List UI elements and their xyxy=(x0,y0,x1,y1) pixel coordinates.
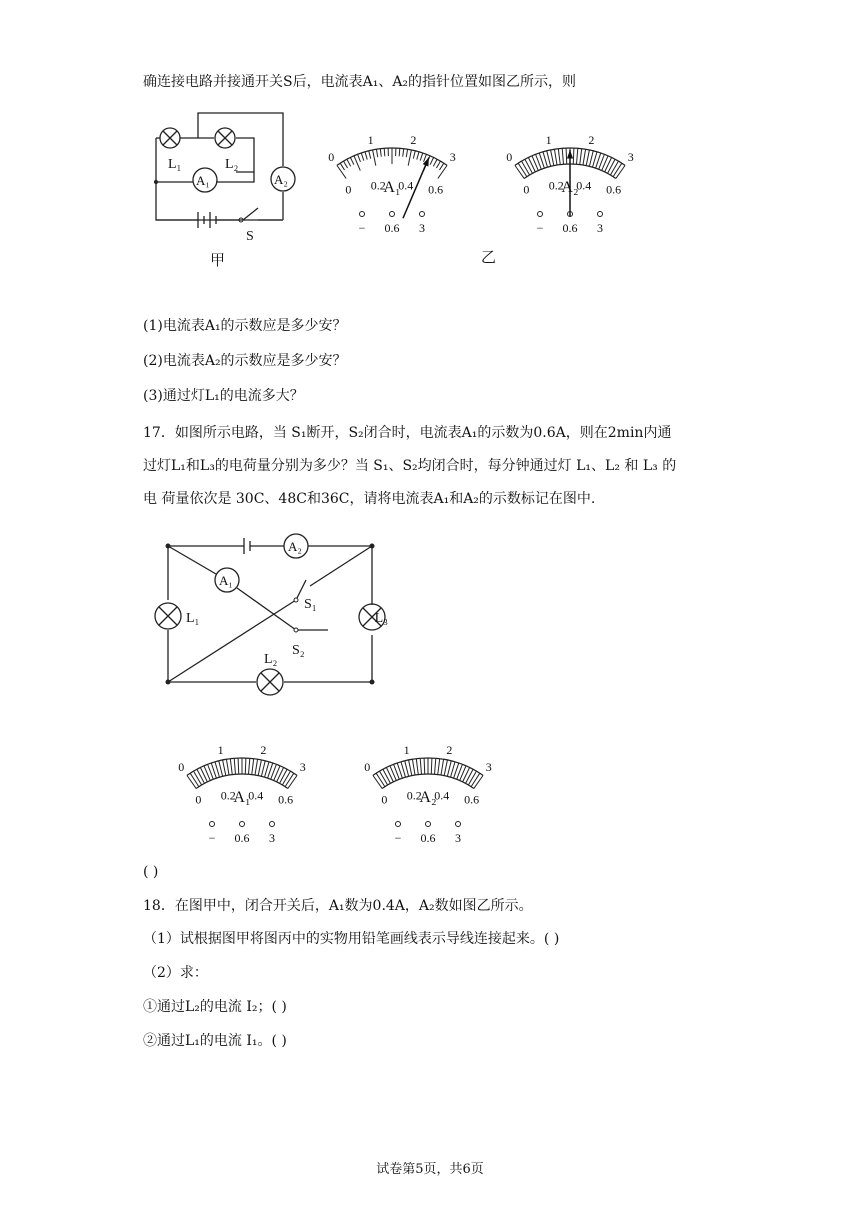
terminal-post xyxy=(210,822,215,827)
scale-arc-inner xyxy=(196,774,288,788)
scale-tick xyxy=(409,760,412,776)
scale-tick xyxy=(340,163,344,170)
q17-label-L2: L₂ xyxy=(264,652,278,667)
meter-label: A₁ xyxy=(383,179,401,196)
terminal-post xyxy=(598,212,603,217)
scale-tick xyxy=(430,157,433,164)
terminal-post xyxy=(426,822,431,827)
terminal-post xyxy=(270,822,275,827)
scale-tick xyxy=(347,159,351,166)
scale-tick xyxy=(350,157,353,164)
scale-tick xyxy=(580,149,582,165)
q16-q2: (2)电流表A₂的示数应是多少安？ xyxy=(143,353,347,369)
terminal-post xyxy=(456,822,461,827)
lower-tick-label: 0.4 xyxy=(248,788,264,803)
q18-line5: ②通过L₁的电流 I₁。( ) xyxy=(143,1033,287,1049)
upper-tick-label: 2 xyxy=(260,743,267,758)
scale-tick xyxy=(466,769,474,783)
scale-tick xyxy=(436,161,440,168)
lower-tick-label: 0.6 xyxy=(464,792,480,807)
scale-tick xyxy=(528,157,535,171)
upper-tick-label: 0 xyxy=(364,760,371,775)
meter-label: A₂ xyxy=(419,789,437,806)
terminal-label: 3 xyxy=(419,221,425,232)
needle-head xyxy=(567,150,573,158)
terminal-label: 0.6 xyxy=(562,221,578,235)
scale-tick xyxy=(610,161,618,175)
scale-tick xyxy=(577,148,578,164)
upper-tick-label: 3 xyxy=(449,150,456,165)
scale-tick xyxy=(249,758,250,774)
scale-tick xyxy=(616,165,625,178)
scale-tick xyxy=(373,775,382,788)
scale-tick xyxy=(399,148,400,156)
q16-q3: (3)通过灯L₁的电流多大？ xyxy=(143,388,304,404)
lower-tick-label: 0.2 xyxy=(406,788,422,803)
upper-tick-label: 1 xyxy=(545,133,552,148)
terminal-post xyxy=(538,212,543,217)
lower-tick-label: 0 xyxy=(345,182,352,197)
scale-tick xyxy=(413,151,415,159)
scale-tick xyxy=(583,149,586,165)
lower-tick-label: 0.2 xyxy=(548,178,564,193)
scale-tick xyxy=(471,773,480,786)
terminal-label: 3 xyxy=(597,221,603,235)
scale-tick xyxy=(558,149,560,165)
needle-head xyxy=(423,158,429,167)
q18-line2: （1）试根据图甲将图丙中的实物用铅笔画线表示导线连接起来。( ) xyxy=(143,931,560,947)
meter-yi-A1 xyxy=(300,112,485,232)
page-footer: 试卷第5页，共6页 xyxy=(376,1162,484,1177)
scale-tick xyxy=(518,163,527,176)
scale-tick xyxy=(416,759,418,775)
terminal-label: 3 xyxy=(269,831,275,845)
lower-tick-label: 0 xyxy=(523,182,530,197)
scale-tick xyxy=(383,769,391,783)
circuit-jia xyxy=(148,108,298,278)
scale-tick xyxy=(234,758,235,774)
terminal-label: − xyxy=(358,221,366,232)
lower-tick-label: 0 xyxy=(195,792,202,807)
scale-tick xyxy=(438,759,440,775)
scale-tick xyxy=(223,760,226,776)
scale-tick xyxy=(280,769,288,783)
q17-label-S1: S₁ xyxy=(304,597,317,612)
scale-tick xyxy=(435,758,436,774)
q17-line2: 过灯L₁和L₃的电荷量分别为多少？当 S₁、S₂均闭合时，每分钟通过灯 L₁、L₂ 和 L₃ 的 xyxy=(143,458,677,474)
scale-tick xyxy=(573,148,574,164)
terminal-label: − xyxy=(536,221,544,235)
scale-tick xyxy=(438,165,447,178)
meter-q17-A2 xyxy=(336,722,521,847)
lower-tick-label: 0.6 xyxy=(606,182,622,197)
upper-tick-label: 2 xyxy=(410,133,417,148)
terminal-label: 0.6 xyxy=(384,221,400,232)
label-L2: L₂ xyxy=(225,157,239,172)
scale-tick xyxy=(337,165,346,178)
label-A2: A₂ xyxy=(274,172,288,187)
scale-tick xyxy=(562,148,563,164)
terminal-label: − xyxy=(208,831,216,845)
q16-q1: (1)电流表A₁的示数应是多少安？ xyxy=(143,318,347,334)
scale-tick xyxy=(277,767,284,781)
scale-tick xyxy=(417,152,419,160)
terminal-label: 3 xyxy=(455,831,461,845)
meter-q17-A1 xyxy=(150,722,335,847)
scale-tick xyxy=(613,163,622,176)
scale-tick xyxy=(474,775,483,788)
lower-tick-label: 0.2 xyxy=(370,178,386,193)
scale-tick xyxy=(219,761,223,777)
scale-tick xyxy=(608,159,616,173)
upper-tick-label: 2 xyxy=(446,743,453,758)
scale-tick xyxy=(525,159,533,173)
upper-tick-label: 1 xyxy=(403,743,410,758)
upper-tick-label: 3 xyxy=(299,760,306,775)
scale-tick xyxy=(361,153,364,161)
scale-tick xyxy=(255,759,258,775)
scale-tick xyxy=(258,760,261,776)
upper-tick-label: 1 xyxy=(217,743,224,758)
upper-tick-label: 0 xyxy=(178,760,185,775)
scale-tick xyxy=(406,149,407,157)
scale-tick xyxy=(245,758,246,774)
scale-tick xyxy=(431,758,432,774)
scale-tick xyxy=(365,152,367,160)
caption-jia: 甲 xyxy=(210,253,226,269)
caption-yi: 乙 xyxy=(481,248,497,266)
terminal-post xyxy=(420,212,425,217)
lower-tick-label: 0.6 xyxy=(278,792,294,807)
label-A1: A₁ xyxy=(196,173,210,188)
scale-tick xyxy=(444,760,447,776)
scale-tick xyxy=(420,153,423,161)
scale-tick xyxy=(566,148,567,164)
scale-tick xyxy=(589,151,593,167)
meter-label: A₁ xyxy=(233,789,251,806)
q17-label-A1: A₁ xyxy=(219,573,233,588)
terminal-label: 0.6 xyxy=(420,831,436,845)
scale-tick xyxy=(252,759,254,775)
scale-tick xyxy=(408,150,411,166)
meter-yi-A2 xyxy=(478,112,663,237)
scale-tick xyxy=(605,157,612,171)
scale-tick xyxy=(197,769,205,783)
scale-tick xyxy=(380,771,388,785)
scale-tick xyxy=(344,161,348,168)
q17-label-L3: L₃ xyxy=(374,611,388,626)
scale-tick xyxy=(424,758,425,774)
scale-tick xyxy=(463,767,470,781)
q17-line3: 电 荷量依次是 30C、48C和36C，请将电流表A₁和A₂的示数标记在图中. xyxy=(143,491,596,507)
q17-label-L1: L₁ xyxy=(186,611,200,626)
scale-tick xyxy=(200,767,207,781)
scale-tick xyxy=(547,151,551,167)
scale-tick xyxy=(288,775,297,788)
terminal-post xyxy=(396,822,401,827)
scale-tick xyxy=(190,773,199,786)
lower-tick-label: 0.2 xyxy=(220,788,236,803)
terminal-post xyxy=(240,822,245,827)
scale-arc-inner xyxy=(382,774,474,788)
lower-tick-label: 0.4 xyxy=(434,788,450,803)
terminal-post xyxy=(360,212,365,217)
upper-tick-label: 3 xyxy=(627,150,634,165)
scale-tick xyxy=(285,773,294,786)
scale-tick xyxy=(420,758,421,774)
scale-tick xyxy=(522,161,530,175)
scale-tick xyxy=(261,761,265,777)
scale-tick xyxy=(439,163,443,170)
intro-line: 确连接电路并接通开关S后，电流表A₁、A₂的指针位置如图乙所示，则 xyxy=(143,74,577,90)
lower-tick-label: 0.4 xyxy=(576,178,592,193)
scale-tick xyxy=(187,775,196,788)
lower-tick-label: 0 xyxy=(381,792,388,807)
lower-tick-label: 0.6 xyxy=(428,182,444,197)
scale-tick xyxy=(405,761,409,777)
scale-tick xyxy=(226,759,229,775)
scale-tick xyxy=(515,165,524,178)
q17-answer-blank: ( ) xyxy=(143,864,159,880)
label-L1: L₁ xyxy=(168,157,182,172)
scale-tick xyxy=(384,148,385,156)
scale-tick xyxy=(433,159,437,166)
terminal-post xyxy=(390,212,395,217)
scale-tick xyxy=(386,767,393,781)
scale-tick xyxy=(441,759,444,775)
lower-tick-label: 0.4 xyxy=(398,178,414,193)
scale-tick xyxy=(238,758,239,774)
scale-tick xyxy=(403,149,404,157)
scale-tick xyxy=(468,771,476,785)
scale-tick xyxy=(380,149,381,157)
meter-label: A₂ xyxy=(561,179,579,196)
scale-tick xyxy=(376,149,377,157)
circuit-q17 xyxy=(150,530,390,700)
scale-tick xyxy=(412,759,415,775)
q17-label-A2: A₂ xyxy=(288,539,302,554)
q18-line4: ①通过L₂的电流 I₂；( ) xyxy=(143,999,287,1015)
scale-tick xyxy=(230,759,232,775)
scale-tick xyxy=(194,771,202,785)
scale-tick xyxy=(551,150,554,166)
upper-tick-label: 0 xyxy=(506,150,513,165)
scale-tick xyxy=(376,773,385,786)
scale-tick xyxy=(373,150,376,166)
q18-line1: 18．在图甲中，闭合开关后，A₁数为0.4A，A₂数如图乙所示。 xyxy=(143,898,533,914)
scale-tick xyxy=(369,151,371,159)
scale-tick xyxy=(554,149,557,165)
scale-tick xyxy=(586,150,589,166)
terminal-label: − xyxy=(394,831,402,845)
q17-line1: 17．如图所示电路，当 S₁断开，S₂闭合时，电流表A₁的示数为0.6A，则在2min内通 xyxy=(143,425,672,441)
scale-tick xyxy=(282,771,290,785)
upper-tick-label: 0 xyxy=(328,150,335,165)
q17-label-S2: S₂ xyxy=(292,643,305,658)
upper-tick-label: 1 xyxy=(367,133,374,148)
scale-tick xyxy=(447,761,451,777)
scale-tick xyxy=(358,154,361,161)
q18-line3: （2）求： xyxy=(143,965,208,981)
upper-tick-label: 2 xyxy=(588,133,595,148)
upper-tick-label: 3 xyxy=(485,760,492,775)
terminal-label: 0.6 xyxy=(234,831,250,845)
label-switch: S xyxy=(246,229,254,244)
